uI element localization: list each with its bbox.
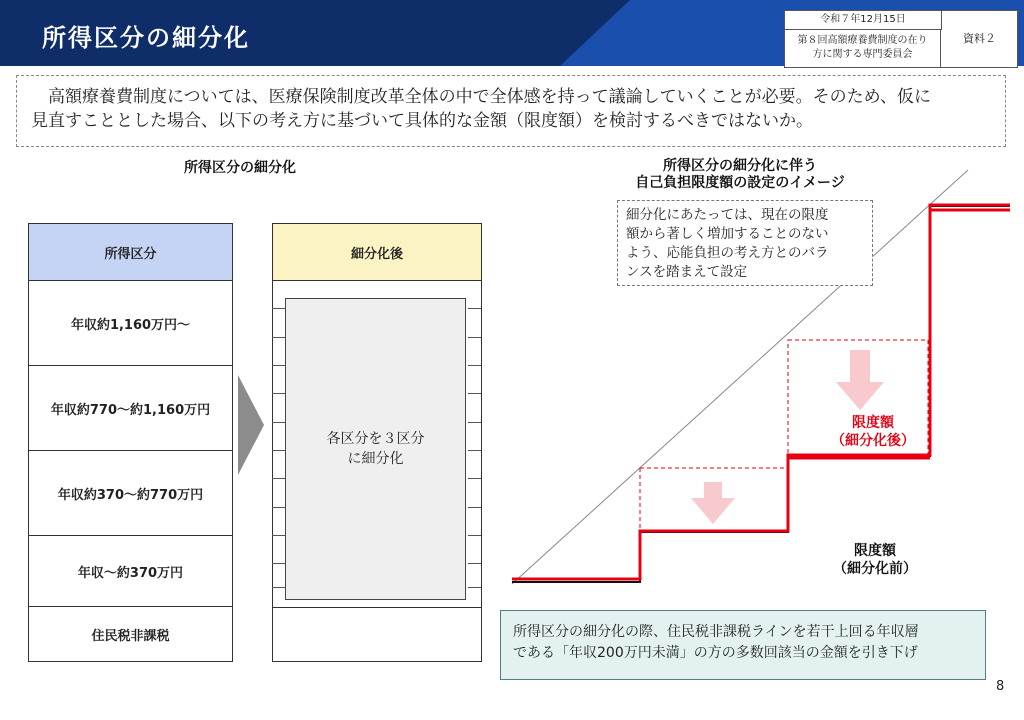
right-section-heading: 所得区分の細分化に伴う 自己負担限度額の設定のイメージ (635, 158, 845, 191)
left-section-heading: 所得区分の細分化 (184, 160, 296, 176)
page-number: 8 (996, 679, 1005, 694)
limit-before-label: 限度額 （細分化前） (833, 543, 917, 577)
note-box (617, 200, 873, 286)
meeting-name-line2: 方に関する専門委員会 (812, 49, 913, 60)
note-line2: 額から著しく増加することのない (626, 226, 829, 242)
income-bracket-row: 年収約370～約770万円 (29, 451, 232, 536)
subdivision-box (285, 298, 466, 600)
income-bracket-row: 住民税非課税 (91, 628, 170, 644)
intro-line1: 高額療養費制度については、医療保険制度改革全体の中で全体感を持って議論していくことが必要。そのため、仮に (48, 87, 931, 107)
document-number: 資料２ (963, 32, 996, 45)
meeting-name-line1: 第８回高額療養費制度の在り (797, 35, 928, 46)
note-line3: よう、応能負担の考え方とのバラ (626, 245, 829, 261)
summary-line2: である「年収200万円未満」の方の多数回該当の金額を引き下げ (513, 645, 918, 661)
meeting-date: 令和７年12月15日 (785, 11, 942, 30)
intro-text-box (16, 75, 1006, 147)
subdivided-header: 細分化後 (273, 224, 481, 281)
income-bracket-row: 年収約1,160万円～ (29, 281, 232, 366)
income-bracket-header: 所得区分 (29, 224, 232, 281)
document-info-box (784, 10, 1018, 68)
limit-after-label: 限度額 （細分化後） (831, 415, 915, 449)
note-line1: 細分化にあたっては、現在の限度 (626, 207, 829, 223)
income-bracket-table (28, 223, 233, 662)
down-arrow-icon (691, 482, 735, 524)
summary-line1: 所得区分の細分化の際、住民税非課税ラインを若干上回る年収層 (513, 624, 919, 640)
summary-box (500, 610, 986, 680)
meeting-name (785, 30, 941, 67)
subdivision-text-line2: に細分化 (347, 451, 404, 467)
down-arrow-icon (836, 350, 884, 410)
subdivision-text-line1: 各区分を３区分 (326, 431, 425, 447)
income-bracket-row: 年収～約370万円 (29, 536, 232, 607)
arrow-right-icon (238, 375, 264, 475)
intro-line2: 見直すこととした場合、以下の考え方に基づいて具体的な金額（限度額）を検討するべきではないか。 (31, 111, 813, 131)
note-line4: ンスを踏まえて設定 (626, 264, 748, 280)
subdivided-row-exempt (273, 607, 481, 661)
page-title: 所得区分の細分化 (42, 24, 250, 52)
income-bracket-row: 年収約770～約1,160万円 (29, 366, 232, 451)
header-accent (560, 0, 630, 66)
